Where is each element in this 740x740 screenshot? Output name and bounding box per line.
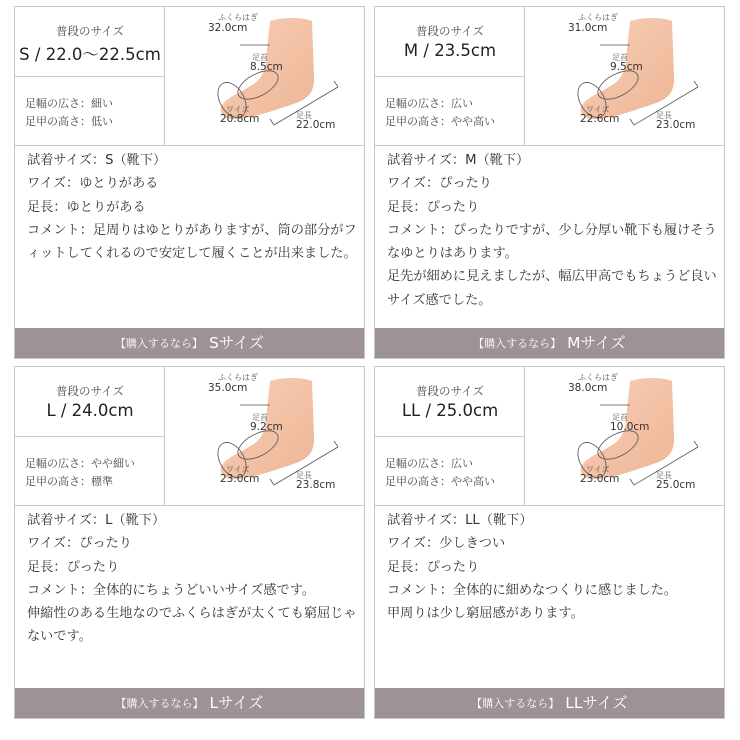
foot-traits — [385, 95, 495, 131]
size-info — [15, 7, 165, 146]
review-line: 試着サイズ：S（靴下） — [27, 153, 167, 168]
review-line: 試着サイズ：M（靴下） — [387, 153, 530, 168]
foot-traits — [385, 455, 495, 491]
length-label: 足長 — [296, 111, 312, 120]
review-text — [27, 509, 357, 649]
length-value: 23.8cm — [296, 479, 336, 491]
review-text — [387, 509, 717, 625]
usual-size-value: LL / 25.0cm — [401, 401, 499, 420]
card-header — [375, 7, 724, 146]
length-value: 22.0cm — [296, 119, 336, 131]
recommend-size: Mサイズ — [567, 334, 626, 352]
usual-size-value: M / 23.5cm — [403, 41, 497, 60]
review-line: 足先が細めに見えましたが、幅広甲高でもちょうど良いサイズ感でした。 — [387, 269, 717, 308]
review-line: ワイズ：ゆとりがある — [27, 176, 159, 192]
ankle-value: 8.5cm — [250, 61, 283, 73]
usual-size-box — [375, 7, 525, 77]
wise-value: 20.8cm — [220, 113, 260, 125]
recommend-prefix: 【購入するなら】 — [471, 697, 560, 710]
size-info — [375, 7, 525, 146]
wise-value: 23.0cm — [580, 473, 620, 485]
review-line: 足長：ゆとりがある — [27, 199, 146, 215]
review-line: 伸縮性のある生地なのでふくらはぎが太くても窮屈じゃないです。 — [27, 606, 357, 645]
foot-traits — [25, 455, 135, 491]
foot-width: 足幅の広さ：細い — [25, 97, 113, 110]
wise-value: 22.6cm — [580, 113, 620, 125]
recommend-size: Sサイズ — [208, 334, 265, 352]
usual-size-label: 普段のサイズ — [55, 24, 125, 38]
instep-height: 足甲の高さ：やや高い — [385, 115, 495, 128]
review-line: 試着サイズ：L（靴下） — [27, 513, 166, 528]
review-line: ワイズ：ぴったり — [387, 176, 492, 192]
usual-size-label: 普段のサイズ — [415, 24, 485, 38]
foot-measure-image — [166, 7, 364, 146]
review-line: コメント：ぴったりですが、少し分厚い靴下も履けそうなゆとりはあります。 — [387, 222, 717, 262]
review-line: コメント：全体的に細めなつくりに感じました。 — [387, 582, 678, 598]
size-card — [374, 6, 725, 359]
review-line: 足長：ぴったり — [27, 559, 120, 575]
instep-height: 足甲の高さ：やや高い — [385, 475, 495, 488]
review-line: 足長：ぴったり — [387, 559, 480, 575]
size-card — [374, 366, 725, 719]
recommend-band — [375, 688, 724, 718]
length-value: 25.0cm — [656, 479, 696, 491]
instep-height: 足甲の高さ：低い — [25, 115, 113, 128]
usual-size-box — [15, 7, 165, 77]
review-text — [387, 149, 717, 312]
calf-label: ふくらはぎ — [218, 373, 258, 382]
recommend-band — [15, 328, 364, 358]
calf-label: ふくらはぎ — [578, 373, 618, 382]
usual-size-value: S / 22.0〜22.5cm — [19, 45, 161, 64]
calf-value: 32.0cm — [208, 22, 248, 34]
card-header — [15, 7, 364, 146]
foot-width: 足幅の広さ：広い — [385, 457, 473, 470]
ankle-label: 足首 — [252, 53, 268, 62]
ankle-label: 足首 — [252, 413, 268, 422]
recommend-band — [375, 328, 724, 358]
ankle-value: 9.2cm — [250, 421, 283, 433]
foot-measure-image — [526, 367, 724, 506]
recommend-prefix: 【購入するなら】 — [473, 337, 562, 350]
review-line: ワイズ：少しきつい — [387, 536, 506, 552]
card-header — [375, 367, 724, 506]
usual-size-box — [375, 367, 525, 437]
size-info — [15, 367, 165, 506]
recommend-size: Lサイズ — [209, 694, 264, 712]
length-label: 足長 — [656, 471, 672, 480]
calf-value: 38.0cm — [568, 382, 608, 394]
length-label: 足長 — [656, 111, 672, 120]
recommend-prefix: 【購入するなら】 — [114, 337, 203, 350]
recommend-prefix: 【購入するなら】 — [115, 697, 204, 710]
foot-width: 足幅の広さ：広い — [385, 97, 473, 110]
review-line: 甲周りは少し窮屈感があります。 — [387, 606, 584, 622]
review-text — [27, 149, 357, 265]
ankle-label: 足首 — [612, 413, 628, 422]
recommend-size: LLサイズ — [565, 694, 628, 712]
foot-measure-image — [166, 367, 364, 506]
calf-label: ふくらはぎ — [218, 13, 258, 22]
card-header — [15, 367, 364, 506]
review-line: コメント：全体的にちょうどいいサイズ感です。 — [27, 582, 316, 598]
usual-size-value: L / 24.0cm — [46, 401, 134, 420]
instep-height: 足甲の高さ：標準 — [25, 475, 113, 488]
wise-value: 23.0cm — [220, 473, 260, 485]
ankle-value: 9.5cm — [610, 61, 643, 73]
foot-width: 足幅の広さ：やや細い — [25, 457, 135, 470]
foot-traits — [25, 95, 113, 131]
review-line: ワイズ：ぴったり — [27, 536, 132, 552]
wise-label: ワイズ — [226, 465, 250, 474]
wise-label: ワイズ — [586, 465, 610, 474]
calf-value: 35.0cm — [208, 382, 248, 394]
size-info — [375, 367, 525, 506]
size-card — [14, 6, 365, 359]
usual-size-box — [15, 367, 165, 437]
calf-value: 31.0cm — [568, 22, 608, 34]
wise-label: ワイズ — [226, 105, 250, 114]
recommend-band — [15, 688, 364, 718]
review-line: 足長：ぴったり — [387, 199, 480, 215]
review-line: 試着サイズ：LL（靴下） — [387, 513, 533, 528]
review-line: コメント：足周りはゆとりがありますが、筒の部分がフィットしてくれるので安定して履くことが出来ました。 — [27, 222, 357, 262]
length-value: 23.0cm — [656, 119, 696, 131]
foot-measure-image — [526, 7, 724, 146]
usual-size-label: 普段のサイズ — [55, 384, 125, 398]
length-label: 足長 — [296, 471, 312, 480]
wise-label: ワイズ — [586, 105, 610, 114]
ankle-value: 10.0cm — [610, 421, 650, 433]
ankle-label: 足首 — [612, 53, 628, 62]
size-card — [14, 366, 365, 719]
calf-label: ふくらはぎ — [578, 13, 618, 22]
usual-size-label: 普段のサイズ — [415, 384, 485, 398]
